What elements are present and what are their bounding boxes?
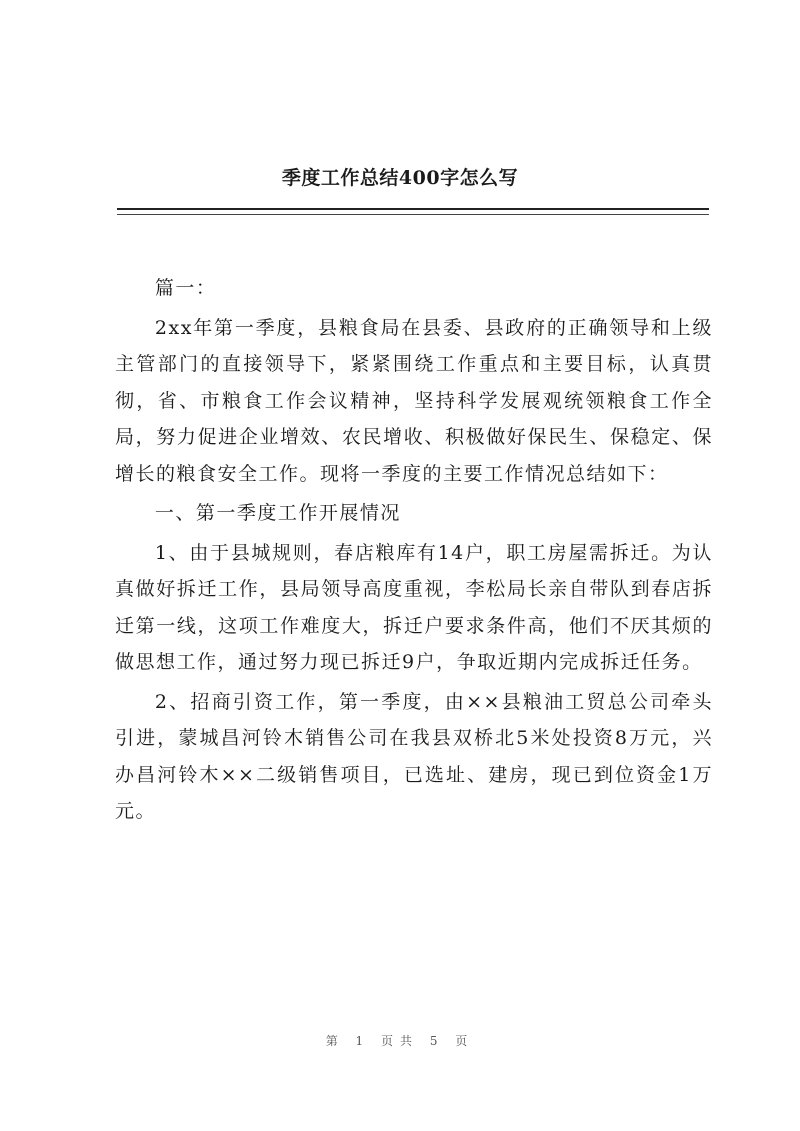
title-divider [117,208,709,210]
section-heading-part-one: 篇一： [154,277,217,299]
item-investment-paragraph: 2、招商引资工作，第一季度，由××县粮油工贸总公司牵头引进，蒙城昌河铃木销售公司在我县双桥北5米处投资8万元，兴办昌河铃木××二级销售项目，已选址、建房，现已到位资金1万元。 [115,690,713,822]
intro-paragraph: 2xx年第一季度，县粮食局在县委、县政府的正确领导和上级主管部门的直接领导下，紧紧围绕工作重点和主要目标，认真贯彻，省、市粮食工作会议精神，坚持科学发展观统领粮食工作全局，努力促进企业增效、农民增收、积极做好保民生、保稳定、保增长的粮食安全工作。现将一季度的主要工作情况总结如下： [115,316,713,485]
document-body [115,270,713,830]
item-demolition-paragraph: 1、由于县城规则，春店粮库有14户，职工房屋需拆迁。为认真做好拆迁工作，县局领导高度重视，李松局长亲自带队到春店拆迁第一线，这项工作难度大，拆迁户要求条件高，他们不厌其烦的做思想工作，通过努力现已拆迁9户，争取近期内完成拆迁任务。 [115,541,713,673]
title-divider-thin [117,214,709,215]
section-heading-q1-progress: 一、第一季度工作开展情况 [154,502,401,524]
page-title: 季度工作总结400字怎么写 [281,167,519,189]
page-footer: 第 1 页共 5 页 [325,1034,475,1048]
